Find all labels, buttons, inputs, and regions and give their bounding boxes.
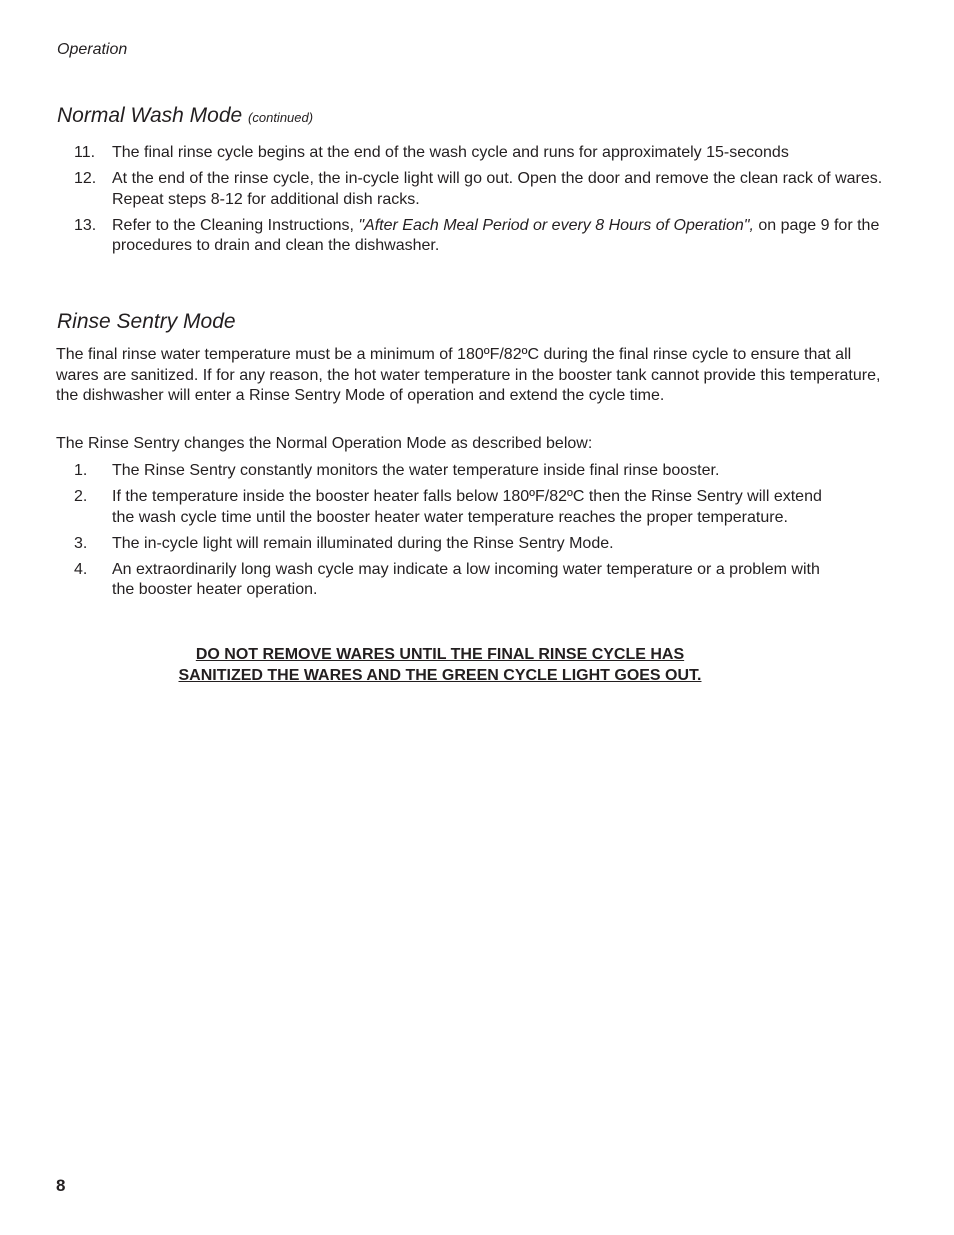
step-number: 2. [74, 488, 88, 506]
step-text: on page 9 for the procedures to drain and clean the dishwasher. [112, 216, 880, 255]
step-number: 3. [74, 534, 88, 552]
warning-line: SANITIZED THE WARES AND THE GREEN CYCLE LIGHT GOES OUT. [178, 667, 702, 684]
step-text-italic: "After Each Meal Period or every 8 Hours of Operation", [358, 216, 754, 234]
list-item [56, 461, 832, 482]
rinse-sentry-intro: The final rinse water temperature must be a minimum of 180ºF/82ºC during the final rinse cycle to ensure that all wares are sanitized. If for any reason, the hot water temperature in the booster tank cannot provide this temperature, the dishwasher will enter a Rinse Sentry Mode of operation and extend the cycle time. [56, 346, 881, 405]
running-head: Operation [57, 41, 128, 58]
step-number: 11. [74, 144, 96, 161]
warning-line: DO NOT REMOVE WARES UNTIL THE FINAL RINSE CYCLE HAS [195, 646, 685, 663]
page-number: 8 [56, 1176, 66, 1195]
section-title-normal-wash [57, 103, 313, 131]
normal-wash-steps [56, 143, 883, 262]
step-number: 1. [74, 462, 88, 479]
step-text: The in-cycle light will remain illuminated during the Rinse Sentry Mode. [112, 534, 614, 552]
warning-notice [120, 644, 760, 686]
step-text: At the end of the rinse cycle, the in-cycle light will go out. Open the door and remove the clean rack of wares. Repeat steps 8-12 for additional dish racks. [112, 170, 883, 208]
step-number: 13. [74, 216, 97, 234]
step-number: 4. [74, 560, 88, 578]
list-item [56, 487, 832, 528]
list-item [56, 216, 902, 257]
list-item [56, 534, 832, 555]
step-text: Refer to the Cleaning Instructions, [112, 216, 359, 234]
step-text: An extraordinarily long wash cycle may indicate a low incoming water temperature or a problem with the booster heater operation. [112, 560, 820, 599]
step-text: If the temperature inside the booster heater falls below 180ºF/82ºC then the Rinse Sentry will extend the wash cycle time until the booster heater water temperature reaches the proper temperature. [112, 488, 822, 526]
rinse-sentry-steps [56, 461, 846, 607]
section-title-text: Normal Wash Mode [57, 104, 243, 127]
list-item [56, 143, 902, 164]
list-item [56, 560, 832, 601]
continued-note: (continued) [248, 110, 314, 125]
section-title-rinse-sentry: Rinse Sentry Mode [57, 310, 236, 333]
step-text: The Rinse Sentry constantly monitors the water temperature inside final rinse booster. [112, 462, 720, 479]
list-item [56, 169, 902, 210]
step-number: 12. [74, 170, 97, 188]
step-text: The final rinse cycle begins at the end of the wash cycle and runs for approximately 15-seconds [112, 144, 789, 161]
rinse-sentry-changes-intro: The Rinse Sentry changes the Normal Operation Mode as described below: [56, 435, 593, 452]
